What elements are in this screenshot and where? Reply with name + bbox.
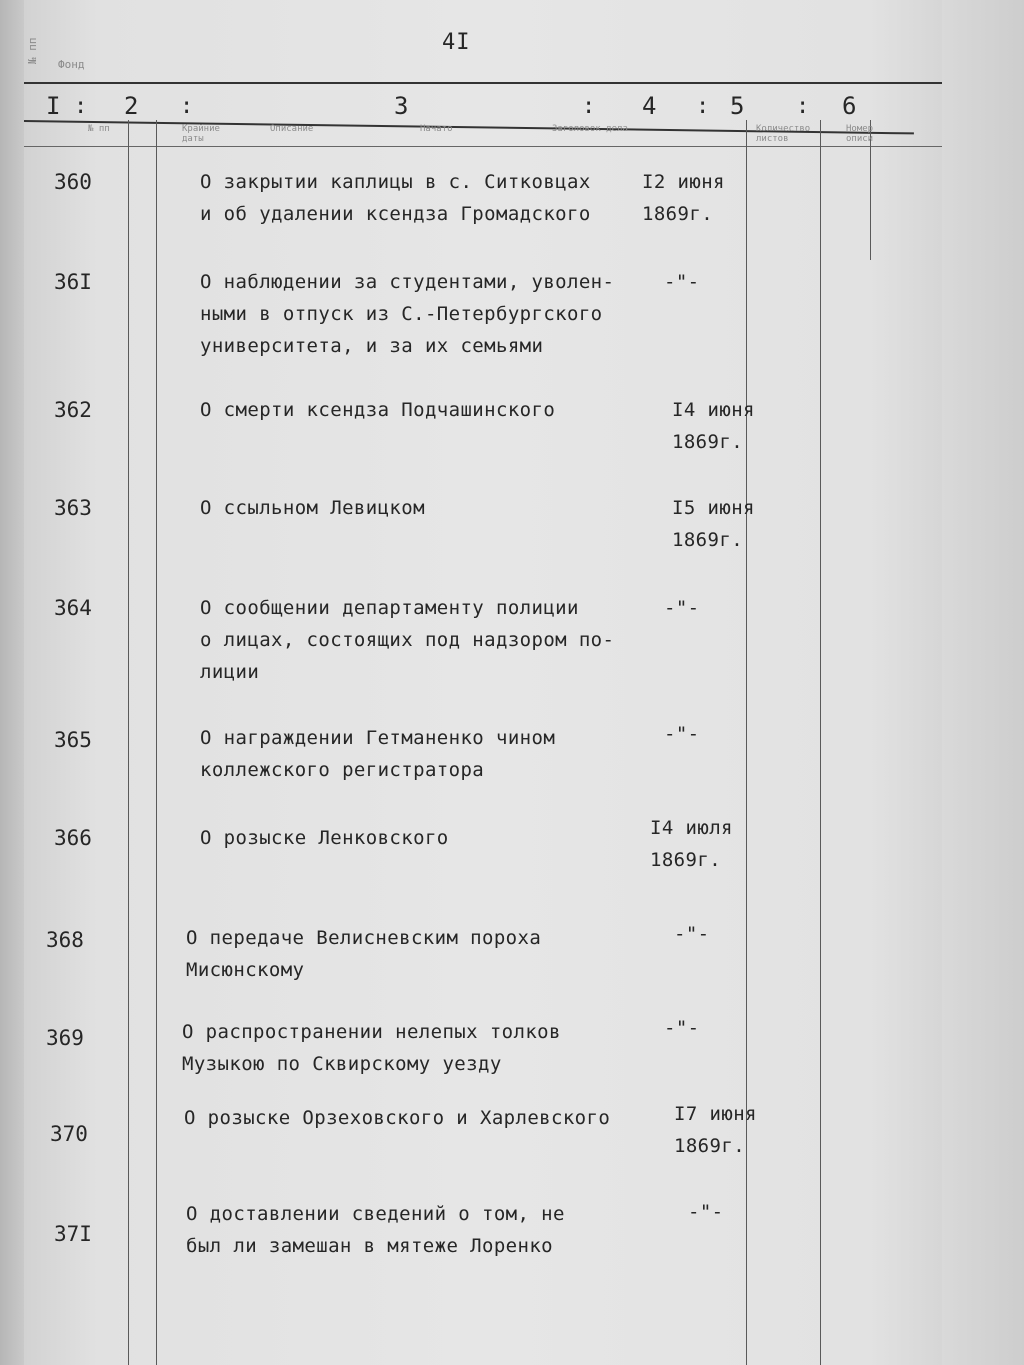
column-header-2: 2 — [124, 92, 139, 120]
column-separator: : — [74, 94, 88, 119]
entry-number: 362 — [54, 398, 92, 422]
entry-number: 368 — [46, 928, 84, 952]
ghost-header-caption: Номер описи — [846, 124, 874, 144]
ghost-top-label: Фонд — [58, 58, 85, 71]
column-separator: : — [796, 94, 810, 119]
entry-number: 366 — [54, 826, 92, 850]
column-rule-3 — [746, 120, 747, 1365]
entry-number: 360 — [54, 170, 92, 194]
column-separator: : — [696, 94, 710, 119]
entry-date: -"- — [674, 923, 710, 945]
column-separator: : — [582, 94, 596, 119]
entry-date: I7 июня 1869г. — [674, 1103, 757, 1157]
entry-date: -"- — [664, 723, 700, 745]
right-page-margin — [942, 0, 1024, 1365]
entry-title: О доставлении сведений о том, не был ли замешан в мятеже Лоренко — [186, 1203, 565, 1257]
ghost-margin-label: № пп — [26, 37, 39, 64]
ghost-header-caption: Количество листов — [756, 124, 811, 144]
entry-number: 370 — [50, 1122, 88, 1146]
entry-number: 37I — [54, 1222, 92, 1246]
entry-date: I4 июня 1869г. — [672, 399, 755, 453]
entry-date: I5 июня 1869г. — [672, 497, 755, 551]
entry-title: О распространении нелепых толков Музыкою по Сквирскому уезду — [182, 1021, 561, 1075]
entry-title: О смерти ксендза Подчашинского — [200, 399, 556, 421]
header-sub-rule — [24, 146, 942, 147]
header-top-rule — [24, 82, 942, 84]
ghost-header-caption: Заголовок дела — [552, 124, 628, 134]
ghost-header-caption: Описание — [270, 124, 314, 134]
entry-title: О награждении Гетманенко чином коллежского регистратора — [200, 727, 556, 781]
entry-title: О закрытии каплицы в с. Ситковцах и об удалении ксендза Громадского — [200, 171, 591, 225]
entry-date: -"- — [664, 597, 700, 619]
page-number: 4I — [442, 30, 471, 55]
entry-date: -"- — [664, 1017, 700, 1039]
entry-date: I2 июня 1869г. — [642, 171, 725, 225]
entry-date: I4 июля 1869г. — [650, 817, 733, 871]
ghost-header-caption: Начато — [420, 124, 453, 134]
ghost-header-caption: № пп — [88, 124, 110, 134]
entry-number: 36I — [54, 270, 92, 294]
column-header-3: 3 — [394, 92, 409, 120]
column-header-5: 5 — [730, 92, 745, 120]
entry-date: -"- — [664, 271, 700, 293]
ghost-header-caption: Крайние даты — [182, 124, 220, 144]
column-header-6: 6 — [842, 92, 857, 120]
entry-number: 365 — [54, 728, 92, 752]
column-header-1: I — [46, 92, 61, 120]
archive-inventory-page — [24, 0, 942, 1365]
entry-title: О ссыльном Левицком — [200, 497, 425, 519]
book-binding-edge — [0, 0, 24, 1365]
entry-title: О сообщении департаменту полиции о лицах, состоящих под надзором по- лиции — [200, 597, 615, 683]
entry-title: О розыске Орзеховского и Харлевского — [184, 1107, 611, 1129]
entry-title: О розыске Ленковского — [200, 827, 449, 849]
column-rule-1 — [128, 120, 129, 1365]
entry-number: 364 — [54, 596, 92, 620]
column-header-4: 4 — [642, 92, 657, 120]
entry-title: О передаче Велисневским пороха Мисюнскому — [186, 927, 542, 981]
entry-title: О наблюдении за студентами, уволен- ными в отпуск из С.-Петербургского университета, и за их семьями — [200, 271, 615, 357]
column-separator: : — [180, 94, 194, 119]
column-rule-2 — [156, 120, 157, 1365]
entry-number: 369 — [46, 1026, 84, 1050]
entry-number: 363 — [54, 496, 92, 520]
entry-date: -"- — [688, 1201, 724, 1223]
column-rule-4 — [820, 120, 821, 1365]
